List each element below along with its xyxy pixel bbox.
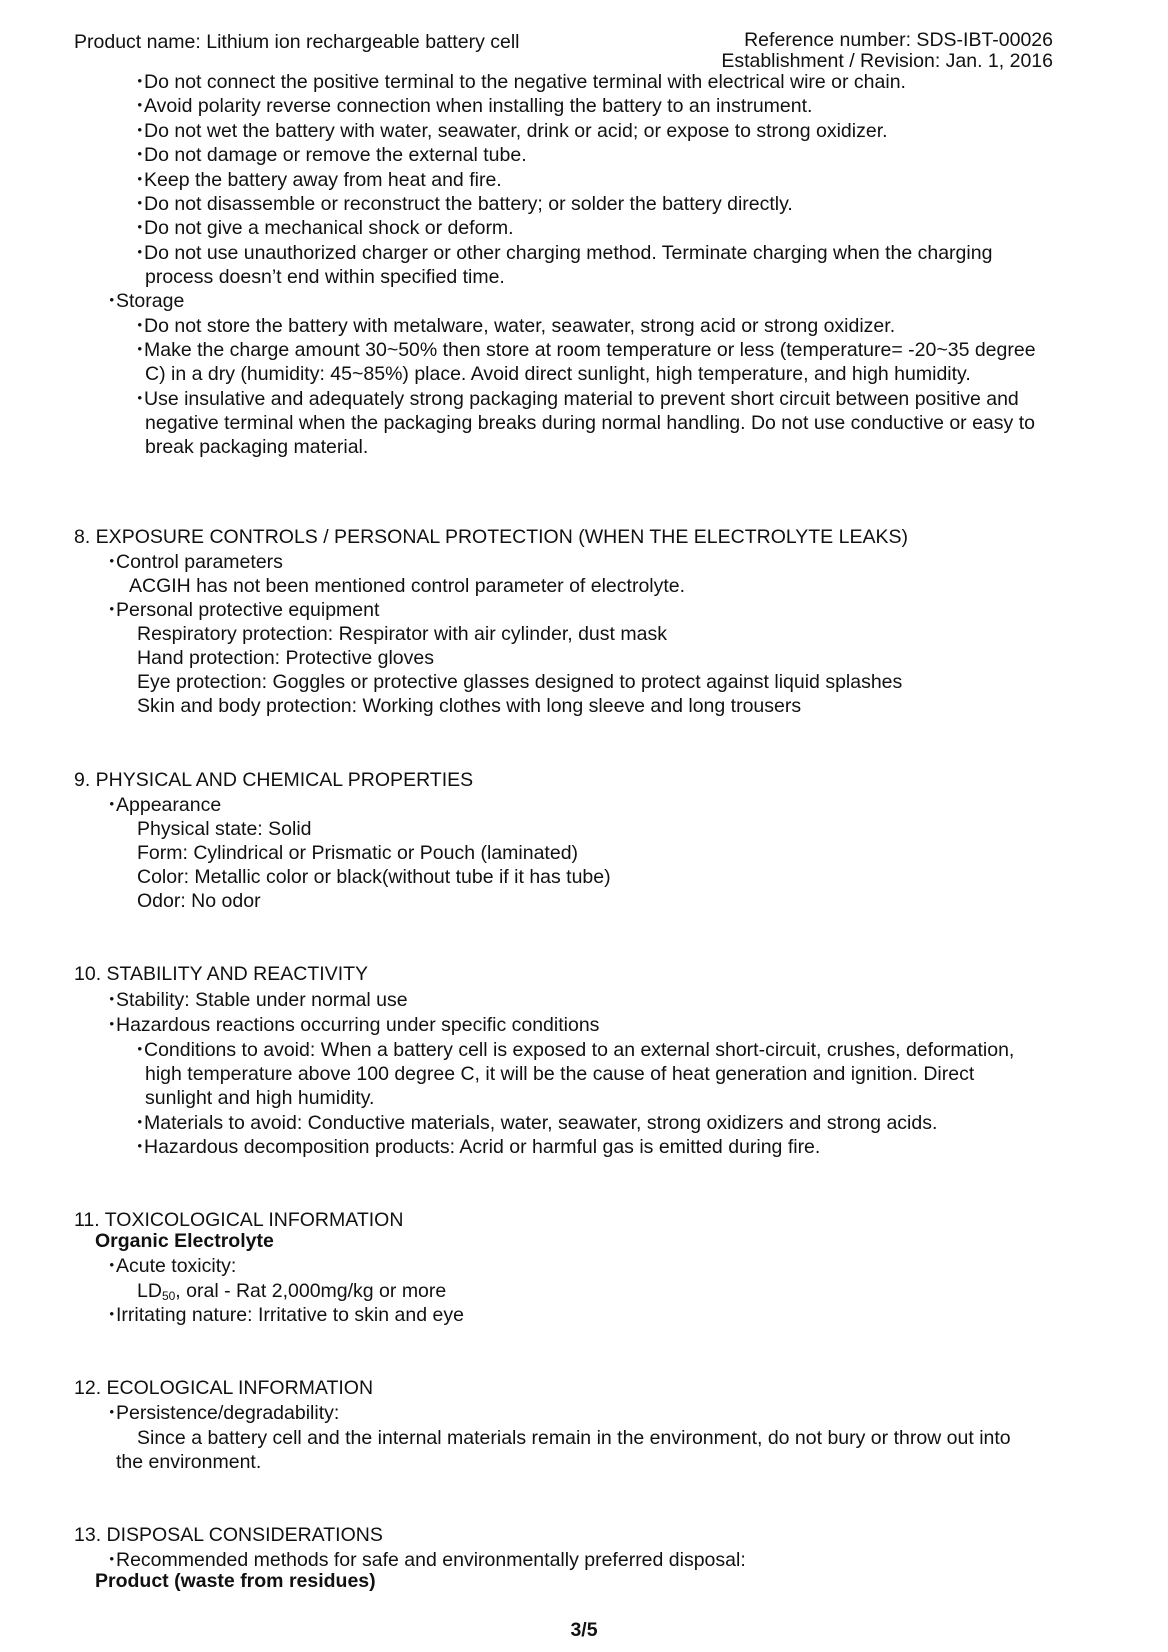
control-parameters-text: ACGIH has not been mentioned control parameter of electrolyte. [129, 575, 686, 597]
color: Color: Metallic color or black(without tube if it has tube) [137, 866, 611, 888]
ld50-value: $LD_{50}$, oral - Rat 2,000mg/kg or more [137, 1280, 447, 1303]
list-item: ・Use insulative and adequately strong packaging material to prevent short circuit between positive and [130, 388, 1019, 410]
bullet-icon: ・ [130, 193, 150, 215]
header-reference-block [721, 30, 1053, 72]
control-parameters-heading: ・Control parameters [102, 551, 283, 573]
list-item-continuation: negative terminal when the packaging breaks during normal handling. Do not use conductive or easy to [145, 412, 1035, 434]
list-item: ・Do not use unauthorized charger or other charging method. Terminate charging when the charging [130, 242, 993, 264]
list-item: ・Do not give a mechanical shock or deform. [130, 217, 514, 239]
section-11-subtitle: Organic Electrolyte [95, 1230, 274, 1252]
persistence-text: Since a battery cell and the internal materials remain in the environment, do not bury or throw out into [137, 1427, 1011, 1449]
list-item-continuation: break packaging material. [145, 436, 369, 458]
odor: Odor: No odor [137, 890, 261, 912]
bullet-icon: ・ [130, 71, 150, 93]
ppe-eye: Eye protection: Goggles or protective glasses designed to protect against liquid splashes [137, 671, 903, 693]
stability-item: ・Stability: Stable under normal use [102, 989, 408, 1011]
list-item: ・Make the charge amount 30~50% then store at room temperature or less (temperature= -20~35 degree [130, 339, 1036, 361]
page-number: 3/5 [570, 1619, 598, 1641]
acute-toxicity-heading: ・Acute toxicity: [102, 1255, 237, 1277]
storage-heading: ・Storage [102, 290, 185, 312]
bullet-icon: ・ [102, 1255, 122, 1277]
bullet-icon: ・ [130, 120, 150, 142]
product-waste-heading: Product (waste from residues) [95, 1570, 376, 1592]
bullet-icon: ・ [130, 242, 150, 264]
section-10-title: 10. STABILITY AND REACTIVITY [74, 963, 369, 985]
bullet-icon: ・ [130, 95, 150, 117]
bullet-icon: ・ [102, 989, 122, 1011]
bullet-icon: ・ [102, 1014, 122, 1036]
persistence-text-continuation: the environment. [116, 1451, 262, 1473]
bullet-icon: ・ [130, 339, 150, 361]
bullet-icon: ・ [102, 794, 122, 816]
bullet-icon: ・ [130, 388, 150, 410]
bullet-icon: ・ [102, 290, 122, 312]
header-revision-date: Establishment / Revision: Jan. 1, 2016 [721, 50, 1053, 72]
bullet-icon: ・ [130, 169, 150, 191]
bullet-icon: ・ [130, 217, 150, 239]
bullet-icon: ・ [102, 551, 122, 573]
list-item: ・Do not store the battery with metalware, water, seawater, strong acid or strong oxidizer. [130, 315, 896, 337]
irritating-nature: ・Irritating nature: Irritative to skin and eye [102, 1304, 464, 1326]
physical-state: Physical state: Solid [137, 818, 312, 840]
recommended-disposal: ・Recommended methods for safe and environmentally preferred disposal: [102, 1549, 746, 1571]
bullet-icon: ・ [102, 1402, 122, 1424]
list-item: ・Conditions to avoid: When a battery cell is exposed to an external short-circuit, crushes, deformation, [130, 1039, 1015, 1061]
list-item: ・Do not damage or remove the external tube. [130, 144, 527, 166]
bullet-icon: ・ [130, 1039, 150, 1061]
persistence-heading: ・Persistence/degradability: [102, 1402, 340, 1424]
section-11-title: 11. TOXICOLOGICAL INFORMATION [74, 1209, 404, 1231]
ppe-respiratory: Respiratory protection: Respirator with air cylinder, dust mask [137, 623, 667, 645]
ppe-hand: Hand protection: Protective gloves [137, 647, 434, 669]
section-8-title: 8. EXPOSURE CONTROLS / PERSONAL PROTECTION (WHEN THE ELECTROLYTE LEAKS) [74, 526, 908, 548]
list-item: ・Do not wet the battery with water, seawater, drink or acid; or expose to strong oxidizer. [130, 120, 888, 142]
list-item-continuation: sunlight and high humidity. [145, 1087, 375, 1109]
bullet-icon: ・ [130, 1136, 150, 1158]
list-item: ・Do not disassemble or reconstruct the battery; or solder the battery directly. [130, 193, 793, 215]
bullet-icon: ・ [102, 1304, 122, 1326]
bullet-icon: ・ [102, 599, 122, 621]
hazardous-reactions-heading: ・Hazardous reactions occurring under specific conditions [102, 1014, 600, 1036]
list-item-continuation: high temperature above 100 degree C, it will be the cause of heat generation and ignition. Direct [145, 1063, 975, 1085]
list-item: ・Do not connect the positive terminal to the negative terminal with electrical wire or chain. [130, 71, 906, 93]
ppe-skin-body: Skin and body protection: Working clothes with long sleeve and long trousers [137, 695, 802, 717]
appearance-heading: ・Appearance [102, 794, 222, 816]
section-12-title: 12. ECOLOGICAL INFORMATION [74, 1377, 374, 1399]
section-9-title: 9. PHYSICAL AND CHEMICAL PROPERTIES [74, 769, 474, 791]
section-13-title: 13. DISPOSAL CONSIDERATIONS [74, 1524, 383, 1546]
header-reference-number: Reference number: SDS-IBT-00026 [744, 29, 1053, 51]
list-item: ・Hazardous decomposition products: Acrid or harmful gas is emitted during fire. [130, 1136, 821, 1158]
list-item: ・Avoid polarity reverse connection when installing the battery to an instrument. [130, 95, 813, 117]
list-item-continuation: process doesn’t end within specified time. [145, 266, 505, 288]
bullet-icon: ・ [130, 1112, 150, 1134]
bullet-icon: ・ [130, 315, 150, 337]
list-item: ・Keep the battery away from heat and fire. [130, 169, 502, 191]
header-product-name: Product name: Lithium ion rechargeable battery cell [74, 31, 520, 53]
list-item-continuation: C) in a dry (humidity: 45~85%) place. Avoid direct sunlight, high temperature, and high humidity. [145, 363, 971, 385]
list-item: ・Materials to avoid: Conductive materials, water, seawater, strong oxidizers and strong acids. [130, 1112, 938, 1134]
bullet-icon: ・ [130, 144, 150, 166]
form: Form: Cylindrical or Prismatic or Pouch (laminated) [137, 842, 579, 864]
ppe-heading: ・Personal protective equipment [102, 599, 380, 621]
bullet-icon: ・ [102, 1549, 122, 1571]
